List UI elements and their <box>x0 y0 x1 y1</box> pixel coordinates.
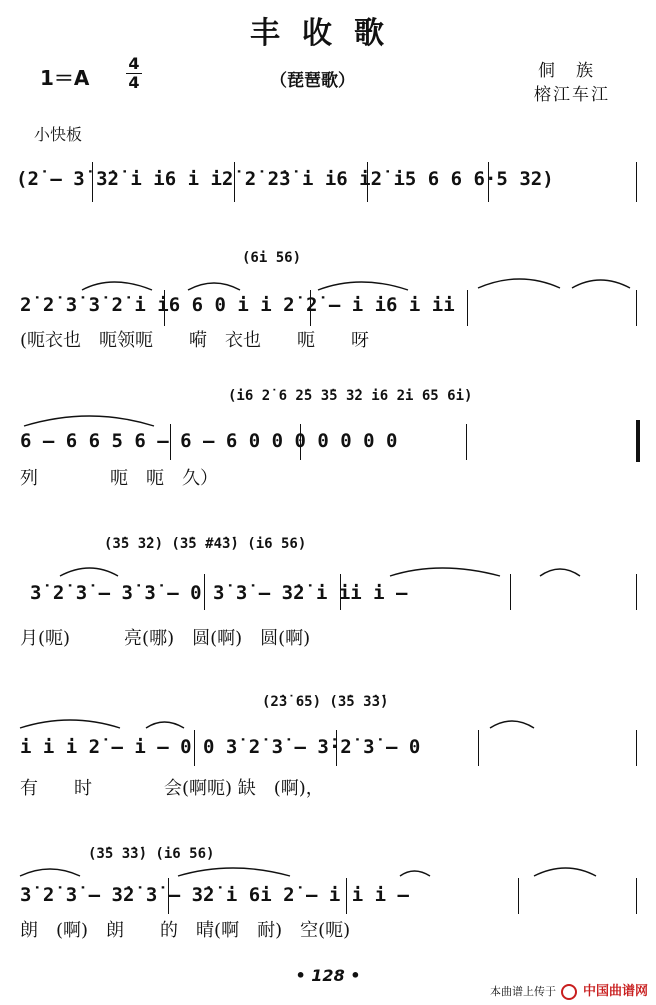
origin-credit: 榕江车江 <box>534 85 610 105</box>
notation-line-3: 6 – 6 6 5 6 – 6 – 6 0 0 0 0 0 0 0 <box>20 430 398 452</box>
slur <box>400 871 430 876</box>
ethnicity-credit: 侗 族 <box>538 61 595 81</box>
site-brand: 中国曲谱网 <box>582 984 648 999</box>
meter-numerator: 4 <box>128 54 140 73</box>
meter-denominator: 4 <box>128 73 140 92</box>
interlude-notes: (2̇3̇ 65) (3̇5 3̇3̇) <box>262 694 389 710</box>
lyric-line-5: 有 时 会(啊呃) 缺 (啊)， <box>20 778 324 799</box>
slur <box>20 869 80 876</box>
notation-line-5: i i i 2̇ – i – 0 0 3̇ 2̇ 3̇ – 3̇·2̇ 3̇ – 0 <box>20 736 421 758</box>
upload-credit <box>490 980 648 1000</box>
interlude-notes: (3̇5 3̇3̇) (i6 56) <box>88 846 215 862</box>
slur <box>24 416 154 426</box>
slur <box>490 721 534 728</box>
page-number: • 128 • <box>295 966 361 985</box>
slur <box>188 283 240 290</box>
notation-line-1: (2̇ – 3̇ 3̇2̇ i i6 i i2̇ 2̇ 2̇3̇ i i6 i2̇ i5 6 6 6·5 32) <box>16 168 554 190</box>
interlude-notes: (6i 56) <box>242 250 302 266</box>
slur <box>572 280 630 288</box>
slur <box>390 568 500 576</box>
song-genre: （琵琶歌） <box>270 71 355 91</box>
notation-line-2: 2̇ 2̇ 3̇ 3̇ 2̇ i i6 6 0 i i 2̇ 2̇ – i i6 i ii <box>20 294 455 316</box>
slur <box>178 868 290 876</box>
lyric-line-2: (呃衣也 呃领呃 嗬 衣也 呃 呀 <box>20 330 370 351</box>
notation-line-6: 3̇ 2̇ 3̇ – 3̇2̇ 3̇ – 3̇2̇ i 6i 2̇ – i i i – <box>20 884 409 906</box>
lyric-line-6: 朗 (啊) 朗 的 晴(啊 耐) 空(呃) <box>20 920 351 941</box>
slur <box>146 722 184 728</box>
lyric-line-3: 列 呃 呃 久） <box>20 468 218 489</box>
lyric-line-4: 月(呃) 亮(哪) 圆(啊) 圆(啊) <box>20 628 311 649</box>
interlude-notes: (i6 2̇ 6 2̇5 3̇5 3̇2 i6 2̇i 65 6i) <box>228 388 473 404</box>
notation-line-4: 3̇ 2̇ 3̇ – 3̇ 3̇ – 0 3̇ 3̇ – 3̇2̇ i ii i – <box>30 582 408 604</box>
slur <box>534 868 596 876</box>
slur <box>540 569 580 576</box>
song-title: 丰收歌 <box>250 16 406 51</box>
upload-text: 本曲谱上传于 <box>489 985 556 998</box>
key-signature: 1＝A <box>40 66 90 90</box>
slur <box>82 282 152 290</box>
slur <box>20 720 120 728</box>
tempo-marking: 小快板 <box>34 125 83 144</box>
slur <box>478 279 560 288</box>
interlude-notes: (3̇5 3̇2) (3̇5 #4̇3̇) (i6 56) <box>104 536 307 552</box>
site-logo-icon <box>561 984 577 1000</box>
slur <box>318 282 408 290</box>
slur <box>60 568 118 576</box>
